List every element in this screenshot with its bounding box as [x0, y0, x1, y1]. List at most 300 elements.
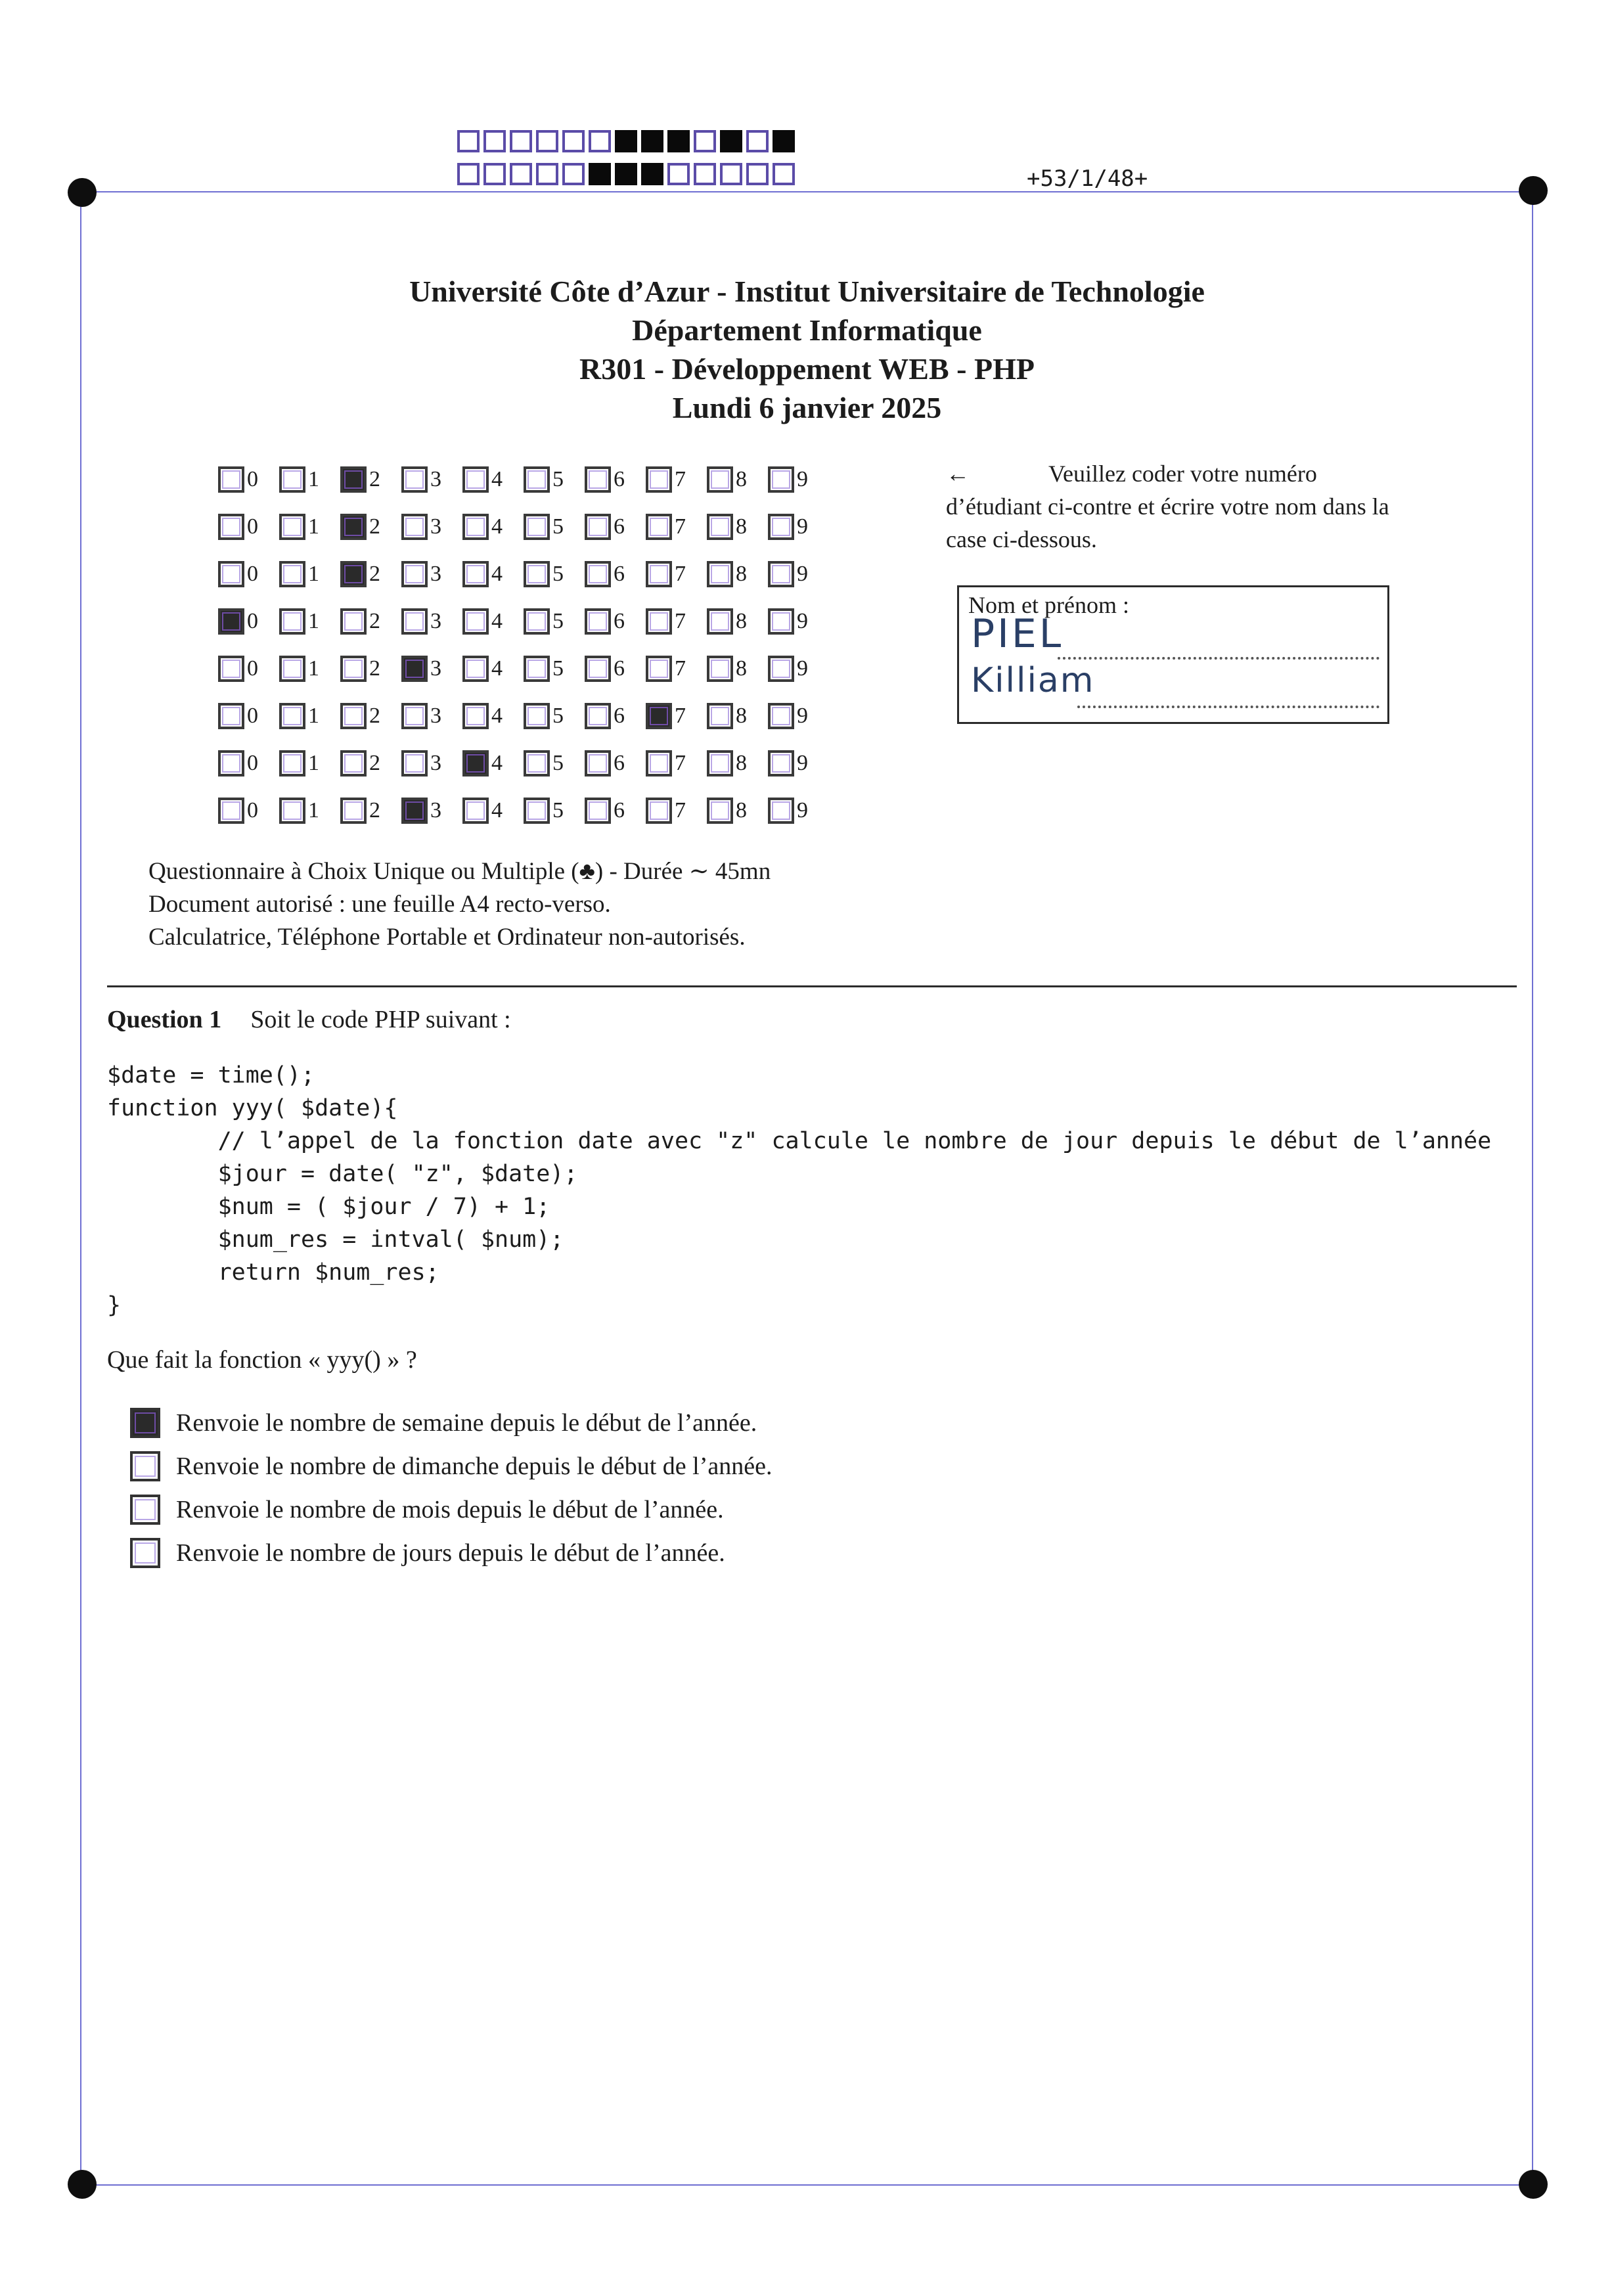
- digit-label: 9: [797, 704, 808, 728]
- barcode-cell: [562, 163, 585, 185]
- header-date: Lundi 6 janvier 2025: [672, 391, 942, 424]
- digit-checkbox[interactable]: [585, 466, 611, 493]
- digit-checkbox[interactable]: [218, 656, 244, 682]
- digit-option: [646, 703, 707, 729]
- digit-option: [340, 466, 401, 493]
- digit-option: [218, 703, 279, 729]
- digit-checkbox[interactable]: [279, 466, 305, 493]
- barcode-cell: [483, 130, 506, 152]
- digit-option: [218, 561, 279, 587]
- digit-label: 5: [552, 656, 564, 681]
- digit-option: [585, 466, 646, 493]
- digit-option: [340, 514, 401, 540]
- digit-option: [646, 466, 707, 493]
- student-digit-row: [218, 787, 829, 834]
- note-line-2: Document autorisé : une feuille A4 recto-verso.: [148, 891, 611, 918]
- barcode-cell: [510, 163, 532, 185]
- digit-label: 9: [797, 609, 808, 633]
- digit-option: [218, 514, 279, 540]
- digit-label: 0: [247, 798, 258, 822]
- digit-option: [707, 750, 768, 777]
- digit-checkbox[interactable]: [279, 656, 305, 682]
- digit-option: [524, 561, 585, 587]
- barcode-cell: [589, 163, 611, 185]
- digit-label: 4: [491, 514, 503, 539]
- digit-option: [585, 608, 646, 635]
- digit-label: 2: [369, 704, 380, 728]
- instructions: [946, 457, 1399, 556]
- answer-text: Renvoie le nombre de jours depuis le début de l’année.: [176, 1539, 725, 1567]
- question-label: Question 1: [107, 1006, 222, 1033]
- student-digit-row: [218, 456, 829, 503]
- digit-checkbox[interactable]: [707, 514, 733, 540]
- digit-checkbox[interactable]: [218, 798, 244, 824]
- barcode-cell: [562, 130, 585, 152]
- digit-label: 5: [552, 751, 564, 775]
- digit-checkbox[interactable]: [401, 466, 428, 493]
- digit-checkbox[interactable]: [524, 703, 550, 729]
- digit-option: [646, 656, 707, 682]
- digit-label: 9: [797, 798, 808, 822]
- arrow-left-icon: ←: [946, 461, 970, 487]
- name-box-label: Nom et prénom :: [968, 592, 1129, 618]
- digit-option: [768, 656, 829, 682]
- digit-option: [218, 466, 279, 493]
- question-prompt: Que fait la fonction « yyy() » ?: [107, 1346, 417, 1374]
- digit-label: 6: [614, 751, 625, 775]
- digit-option: [585, 561, 646, 587]
- barcode-cell: [457, 130, 480, 152]
- answer-checkbox[interactable]: [130, 1408, 160, 1438]
- digit-option: [401, 703, 462, 729]
- digit-checkbox[interactable]: [768, 750, 794, 777]
- digit-label: 4: [491, 609, 503, 633]
- digit-label: 4: [491, 656, 503, 681]
- digit-checkbox[interactable]: [524, 561, 550, 587]
- answer-checkbox[interactable]: [130, 1495, 160, 1525]
- digit-option: [340, 656, 401, 682]
- barcode-cell: [536, 130, 558, 152]
- digit-checkbox[interactable]: [707, 750, 733, 777]
- digit-checkbox[interactable]: [462, 466, 489, 493]
- digit-label: 3: [430, 467, 441, 491]
- answer-option[interactable]: [130, 1488, 772, 1531]
- digit-label: 6: [614, 609, 625, 633]
- digit-option: [279, 703, 340, 729]
- barcode-row-1: [457, 130, 799, 152]
- barcode-cell: [641, 163, 663, 185]
- digit-checkbox[interactable]: [218, 608, 244, 635]
- digit-label: 7: [675, 798, 686, 822]
- digit-checkbox[interactable]: [768, 514, 794, 540]
- exam-notes: [148, 855, 771, 954]
- digit-checkbox[interactable]: [768, 561, 794, 587]
- digit-checkbox[interactable]: [707, 561, 733, 587]
- barcode-cell: [483, 163, 506, 185]
- answer-text: Renvoie le nombre de dimanche depuis le début de l’année.: [176, 1452, 773, 1480]
- digit-label: 5: [552, 562, 564, 586]
- digit-checkbox[interactable]: [340, 608, 367, 635]
- digit-checkbox[interactable]: [340, 750, 367, 777]
- corner-marker-bottom-right: [1519, 2170, 1548, 2199]
- digit-label: 1: [308, 704, 319, 728]
- barcode-cell: [667, 163, 690, 185]
- digit-label: 8: [736, 798, 747, 822]
- digit-checkbox[interactable]: [279, 703, 305, 729]
- digit-option: [768, 703, 829, 729]
- digit-option: [524, 703, 585, 729]
- digit-option: [646, 798, 707, 824]
- digit-checkbox[interactable]: [768, 703, 794, 729]
- barcode-cell: [746, 130, 769, 152]
- digit-label: 0: [247, 704, 258, 728]
- digit-checkbox[interactable]: [585, 750, 611, 777]
- digit-option: [585, 750, 646, 777]
- digit-checkbox[interactable]: [585, 703, 611, 729]
- digit-checkbox[interactable]: [646, 514, 672, 540]
- digit-option: [707, 703, 768, 729]
- digit-label: 3: [430, 751, 441, 775]
- digit-label: 2: [369, 656, 380, 681]
- digit-checkbox[interactable]: [218, 514, 244, 540]
- digit-label: 7: [675, 751, 686, 775]
- digit-label: 3: [430, 609, 441, 633]
- digit-label: 9: [797, 514, 808, 539]
- php-code-block: $date = time(); function yyy( $date){ // l’appel de la fonction date avec "z" calcule le nombre de jour depuis le début de l’année $jour = date( "z", $date); $num = ( $jour / 7) + 1; $num_res = intval( $num); return $num_res; }: [107, 1062, 1492, 1318]
- digit-option: [279, 750, 340, 777]
- student-digit-row: [218, 740, 829, 787]
- digit-option: [524, 514, 585, 540]
- digit-label: 6: [614, 562, 625, 586]
- student-digit-row: [218, 692, 829, 740]
- digit-label: 9: [797, 751, 808, 775]
- digit-option: [401, 561, 462, 587]
- digit-checkbox[interactable]: [524, 608, 550, 635]
- digit-option: [524, 798, 585, 824]
- digit-checkbox[interactable]: [401, 514, 428, 540]
- digit-label: 1: [308, 467, 319, 491]
- digit-checkbox[interactable]: [768, 656, 794, 682]
- barcode-cell: [589, 130, 611, 152]
- digit-option: [768, 561, 829, 587]
- digit-label: 1: [308, 514, 319, 539]
- digit-label: 3: [430, 562, 441, 586]
- digit-option: [585, 798, 646, 824]
- digit-checkbox[interactable]: [646, 656, 672, 682]
- digit-label: 8: [736, 656, 747, 681]
- digit-label: 6: [614, 656, 625, 681]
- digit-checkbox[interactable]: [279, 750, 305, 777]
- digit-label: 4: [491, 562, 503, 586]
- header-university: Université Côte d’Azur - Institut Universitaire de Technologie: [409, 275, 1205, 308]
- digit-label: 2: [369, 751, 380, 775]
- digit-label: 9: [797, 562, 808, 586]
- digit-checkbox[interactable]: [340, 656, 367, 682]
- digit-checkbox[interactable]: [462, 561, 489, 587]
- digit-checkbox[interactable]: [707, 798, 733, 824]
- digit-checkbox[interactable]: [279, 514, 305, 540]
- digit-label: 1: [308, 751, 319, 775]
- answer-text: Renvoie le nombre de mois depuis le début de l’année.: [176, 1496, 724, 1523]
- digit-checkbox[interactable]: [462, 703, 489, 729]
- barcode-cell: [720, 130, 742, 152]
- digit-option: [524, 466, 585, 493]
- digit-checkbox[interactable]: [401, 798, 428, 824]
- student-number-grid: [218, 456, 829, 834]
- digit-checkbox[interactable]: [707, 703, 733, 729]
- barcode-cell: [746, 163, 769, 185]
- digit-option: [462, 608, 524, 635]
- header-course: R301 - Développement WEB - PHP: [579, 352, 1035, 386]
- digit-option: [524, 608, 585, 635]
- instructions-text: Veuillez coder votre numéro d’étudiant ci-contre et écrire votre nom dans la case ci-dessous.: [946, 461, 1389, 552]
- digit-option: [462, 798, 524, 824]
- digit-option: [585, 656, 646, 682]
- digit-checkbox[interactable]: [340, 561, 367, 587]
- digit-checkbox[interactable]: [462, 514, 489, 540]
- digit-label: 2: [369, 798, 380, 822]
- student-digit-row: [218, 645, 829, 692]
- barcode-cell: [773, 130, 795, 152]
- digit-label: 7: [675, 514, 686, 539]
- name-line-1: [1058, 657, 1379, 660]
- handwritten-surname: PIEL: [971, 611, 1064, 657]
- digit-option: [524, 750, 585, 777]
- digit-label: 3: [430, 798, 441, 822]
- digit-option: [218, 608, 279, 635]
- digit-checkbox[interactable]: [401, 750, 428, 777]
- corner-marker-top-right: [1519, 176, 1548, 205]
- digit-checkbox[interactable]: [585, 798, 611, 824]
- digit-checkbox[interactable]: [462, 798, 489, 824]
- digit-option: [279, 798, 340, 824]
- digit-option: [218, 798, 279, 824]
- digit-label: 7: [675, 704, 686, 728]
- digit-option: [340, 798, 401, 824]
- digit-option: [340, 750, 401, 777]
- digit-checkbox[interactable]: [768, 466, 794, 493]
- digit-checkbox[interactable]: [462, 750, 489, 777]
- digit-checkbox[interactable]: [707, 466, 733, 493]
- digit-option: [279, 514, 340, 540]
- digit-option: [401, 514, 462, 540]
- digit-label: 4: [491, 751, 503, 775]
- digit-checkbox[interactable]: [524, 514, 550, 540]
- digit-checkbox[interactable]: [218, 703, 244, 729]
- digit-checkbox[interactable]: [646, 750, 672, 777]
- digit-option: [585, 514, 646, 540]
- digit-option: [340, 608, 401, 635]
- digit-checkbox[interactable]: [646, 466, 672, 493]
- digit-label: 5: [552, 798, 564, 822]
- name-line-2: [1077, 706, 1379, 708]
- digit-checkbox[interactable]: [218, 750, 244, 777]
- section-divider: [107, 985, 1517, 987]
- digit-label: 6: [614, 514, 625, 539]
- digit-option: [462, 466, 524, 493]
- digit-option: [218, 750, 279, 777]
- digit-option: [646, 561, 707, 587]
- digit-option: [768, 514, 829, 540]
- digit-label: 5: [552, 704, 564, 728]
- digit-label: 0: [247, 562, 258, 586]
- digit-option: [401, 656, 462, 682]
- answer-text: Renvoie le nombre de semaine depuis le début de l’année.: [176, 1409, 757, 1437]
- student-digit-row: [218, 551, 829, 598]
- answer-list: [130, 1401, 772, 1575]
- digit-label: 8: [736, 704, 747, 728]
- digit-option: [707, 561, 768, 587]
- digit-label: 3: [430, 656, 441, 681]
- digit-label: 1: [308, 562, 319, 586]
- digit-checkbox[interactable]: [218, 561, 244, 587]
- digit-checkbox[interactable]: [646, 561, 672, 587]
- answer-checkbox[interactable]: [130, 1451, 160, 1481]
- digit-option: [401, 466, 462, 493]
- digit-checkbox[interactable]: [340, 466, 367, 493]
- digit-option: [462, 750, 524, 777]
- digit-option: [462, 703, 524, 729]
- barcode-cell: [694, 130, 716, 152]
- page-code: +53/1/48+: [1027, 166, 1148, 192]
- digit-checkbox[interactable]: [279, 608, 305, 635]
- digit-label: 2: [369, 467, 380, 491]
- digit-option: [707, 608, 768, 635]
- digit-checkbox[interactable]: [401, 703, 428, 729]
- digit-label: 3: [430, 514, 441, 539]
- digit-checkbox[interactable]: [340, 703, 367, 729]
- digit-option: [646, 750, 707, 777]
- digit-option: [707, 466, 768, 493]
- digit-label: 1: [308, 609, 319, 633]
- digit-option: [401, 608, 462, 635]
- digit-checkbox[interactable]: [462, 656, 489, 682]
- digit-option: [279, 561, 340, 587]
- digit-option: [768, 466, 829, 493]
- digit-option: [401, 798, 462, 824]
- digit-option: [707, 514, 768, 540]
- digit-label: 6: [614, 704, 625, 728]
- digit-checkbox[interactable]: [340, 798, 367, 824]
- digit-checkbox[interactable]: [524, 750, 550, 777]
- digit-label: 8: [736, 609, 747, 633]
- digit-label: 0: [247, 467, 258, 491]
- digit-checkbox[interactable]: [401, 608, 428, 635]
- digit-checkbox[interactable]: [585, 608, 611, 635]
- digit-label: 6: [614, 798, 625, 822]
- barcode-cell: [457, 163, 480, 185]
- name-box[interactable]: [957, 585, 1389, 724]
- answer-option[interactable]: [130, 1445, 772, 1488]
- digit-label: 2: [369, 609, 380, 633]
- digit-option: [768, 798, 829, 824]
- digit-checkbox[interactable]: [646, 608, 672, 635]
- digit-option: [585, 703, 646, 729]
- digit-checkbox[interactable]: [524, 656, 550, 682]
- digit-checkbox[interactable]: [585, 514, 611, 540]
- barcode-cell: [667, 130, 690, 152]
- digit-label: 4: [491, 467, 503, 491]
- digit-option: [340, 703, 401, 729]
- digit-label: 8: [736, 562, 747, 586]
- digit-label: 7: [675, 609, 686, 633]
- digit-option: [218, 656, 279, 682]
- digit-label: 9: [797, 467, 808, 491]
- digit-label: 7: [675, 656, 686, 681]
- digit-label: 2: [369, 562, 380, 586]
- handwritten-firstname: Killiam: [971, 661, 1095, 700]
- digit-label: 7: [675, 467, 686, 491]
- digit-checkbox[interactable]: [524, 798, 550, 824]
- question-intro: Soit le code PHP suivant :: [250, 1006, 511, 1033]
- digit-checkbox[interactable]: [462, 608, 489, 635]
- digit-label: 0: [247, 656, 258, 681]
- digit-option: [646, 608, 707, 635]
- digit-checkbox[interactable]: [401, 561, 428, 587]
- digit-option: [707, 798, 768, 824]
- digit-label: 5: [552, 514, 564, 539]
- corner-marker-top-left: [68, 178, 97, 207]
- digit-checkbox[interactable]: [768, 798, 794, 824]
- student-digit-row: [218, 503, 829, 551]
- barcode-cell: [720, 163, 742, 185]
- digit-checkbox[interactable]: [585, 561, 611, 587]
- digit-label: 8: [736, 514, 747, 539]
- digit-option: [279, 466, 340, 493]
- digit-checkbox[interactable]: [707, 608, 733, 635]
- barcode-cell: [773, 163, 795, 185]
- digit-checkbox[interactable]: [340, 514, 367, 540]
- digit-label: 0: [247, 751, 258, 775]
- answer-checkbox[interactable]: [130, 1538, 160, 1568]
- digit-option: [707, 656, 768, 682]
- digit-option: [768, 608, 829, 635]
- digit-checkbox[interactable]: [279, 561, 305, 587]
- digit-label: 5: [552, 467, 564, 491]
- question-header: [107, 1005, 511, 1034]
- digit-label: 0: [247, 514, 258, 539]
- note-line-3: Calculatrice, Téléphone Portable et Ordinateur non-autorisés.: [148, 924, 746, 951]
- digit-option: [279, 656, 340, 682]
- barcode-cell: [615, 163, 637, 185]
- digit-checkbox[interactable]: [707, 656, 733, 682]
- barcode-cell: [615, 130, 637, 152]
- answer-option[interactable]: [130, 1531, 772, 1575]
- digit-checkbox[interactable]: [585, 656, 611, 682]
- digit-checkbox[interactable]: [401, 656, 428, 682]
- digit-label: 5: [552, 609, 564, 633]
- digit-checkbox[interactable]: [646, 703, 672, 729]
- note-line-1: Questionnaire à Choix Unique ou Multiple (♣) - Durée ∼ 45mn: [148, 858, 771, 885]
- digit-option: [279, 608, 340, 635]
- digit-option: [462, 514, 524, 540]
- digit-checkbox[interactable]: [768, 608, 794, 635]
- digit-checkbox[interactable]: [646, 798, 672, 824]
- digit-checkbox[interactable]: [218, 466, 244, 493]
- digit-label: 1: [308, 656, 319, 681]
- digit-label: 7: [675, 562, 686, 586]
- student-digit-row: [218, 598, 829, 645]
- barcode-cell: [536, 163, 558, 185]
- answer-option[interactable]: [130, 1401, 772, 1445]
- corner-marker-bottom-left: [68, 2170, 97, 2199]
- digit-option: [462, 561, 524, 587]
- digit-label: 8: [736, 751, 747, 775]
- digit-label: 6: [614, 467, 625, 491]
- digit-checkbox[interactable]: [279, 798, 305, 824]
- digit-label: 1: [308, 798, 319, 822]
- digit-checkbox[interactable]: [524, 466, 550, 493]
